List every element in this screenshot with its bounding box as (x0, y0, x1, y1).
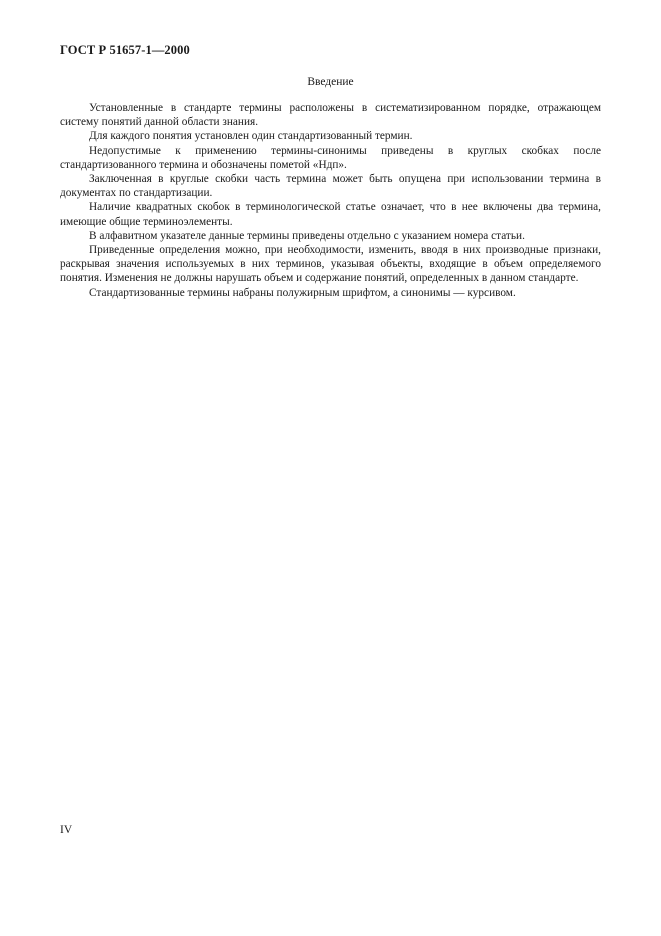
paragraph: Приведенные определения можно, при необходимости, изменить, вводя в них производные признаки, раскрывая значения используемых в них терминов, указывая объекты, входящие в объем определяемого понятия. Изменения не должны нарушать объем и содержание понятий, определенных в данном стандарте. (60, 244, 601, 285)
paragraph: Стандартизованные термины набраны полужирным шрифтом, а синонимы — курсивом. (89, 286, 516, 299)
section-title: Введение (307, 76, 354, 88)
document-header-code: ГОСТ Р 51657-1—2000 (60, 43, 190, 57)
page-number: IV (60, 824, 73, 836)
paragraph: Недопустимые к применению термины-синонимы приведены в круглых скобках после стандартизованного термина и обозначены пометой «Ндп». (60, 144, 601, 171)
paragraph: Установленные в стандарте термины расположены в систематизированном порядке, отражающем систему понятий данной области знания. (60, 102, 601, 129)
paragraph: Для каждого понятия установлен один стандартизованный термин. (89, 130, 413, 143)
paragraph: Заключенная в круглые скобки часть термина может быть опущена при использовании термина в документах по стандартизации. (60, 173, 601, 200)
paragraph: Наличие квадратных скобок в терминологической статье означает, что в нее включены два термина, имеющие общие терминоэлементы. (60, 201, 601, 228)
introduction-body (60, 101, 601, 300)
paragraph: В алфавитном указателе данные термины приведены отдельно с указанием номера статьи. (89, 229, 525, 242)
